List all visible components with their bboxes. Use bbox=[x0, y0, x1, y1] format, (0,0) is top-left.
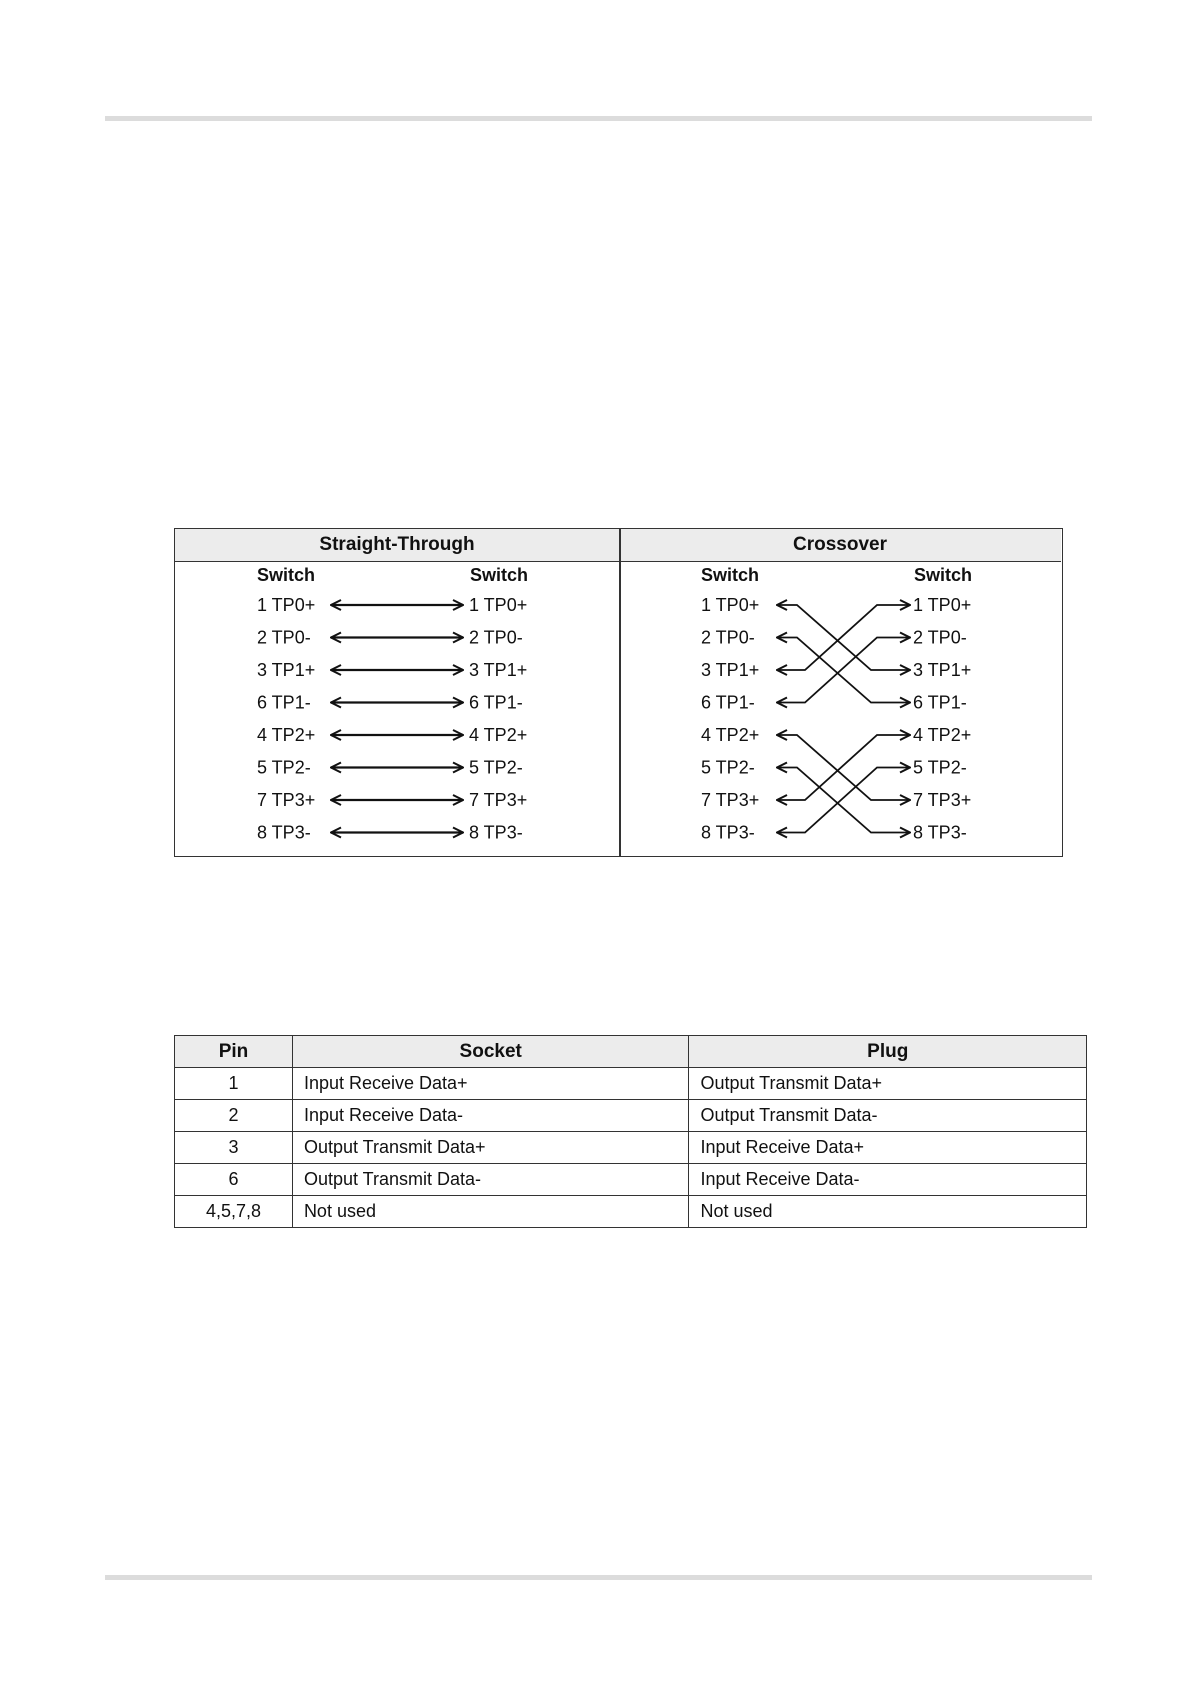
wiring-diagram bbox=[175, 529, 1061, 855]
pin-cell: 3 bbox=[175, 1132, 293, 1164]
straight-left-pin-label: 2 TP0- bbox=[257, 627, 311, 648]
crossover-left-switch-label: Switch bbox=[701, 565, 760, 585]
crossover-left-pin-label: 2 TP0- bbox=[701, 627, 755, 648]
crossover-right-pin-label: 3 TP1+ bbox=[913, 660, 972, 680]
pin-cell: 4,5,7,8 bbox=[175, 1196, 293, 1228]
table-row bbox=[175, 1196, 1087, 1228]
table-row bbox=[175, 1068, 1087, 1100]
crossover-right-pin-label: 8 TP3- bbox=[913, 822, 967, 843]
table-row bbox=[175, 1164, 1087, 1196]
table-row bbox=[175, 1132, 1087, 1164]
plug-cell: Not used bbox=[689, 1196, 1087, 1228]
crossover-right-pin-label: 5 TP2- bbox=[913, 757, 967, 778]
straight-left-pin-label: 5 TP2- bbox=[257, 757, 311, 778]
socket-cell: Input Receive Data+ bbox=[292, 1068, 689, 1100]
crossover-left-pin-label: 7 TP3+ bbox=[701, 790, 760, 810]
straight-right-pin-label: 2 TP0- bbox=[469, 627, 523, 648]
crossover-right-switch-label: Switch bbox=[914, 565, 973, 585]
crossover-left-pin-label: 4 TP2+ bbox=[701, 725, 760, 745]
straight-left-pin-label: 1 TP0+ bbox=[257, 595, 316, 615]
pin-cell: 1 bbox=[175, 1068, 293, 1100]
crossover-left-pin-label: 8 TP3- bbox=[701, 822, 755, 843]
crossover-right-pin-label: 6 TP1- bbox=[913, 692, 967, 713]
straight-through-header: Straight-Through bbox=[175, 529, 619, 562]
socket-cell: Output Transmit Data+ bbox=[292, 1132, 689, 1164]
crossover-left-pin-label: 6 TP1- bbox=[701, 692, 755, 713]
straight-left-pin-label: 3 TP1+ bbox=[257, 660, 316, 680]
footer-rule bbox=[105, 1575, 1092, 1580]
straight-right-pin-label: 6 TP1- bbox=[469, 692, 523, 713]
crossover-left-pin-label: 1 TP0+ bbox=[701, 595, 760, 615]
socket-cell: Input Receive Data- bbox=[292, 1100, 689, 1132]
socket-cell: Not used bbox=[292, 1196, 689, 1228]
crossover-right-pin-label: 4 TP2+ bbox=[913, 725, 972, 745]
straight-right-pin-label: 4 TP2+ bbox=[469, 725, 528, 745]
header-rule bbox=[105, 116, 1092, 121]
straight-right-pin-label: 3 TP1+ bbox=[469, 660, 528, 680]
wiring-diagram-table bbox=[174, 528, 1063, 857]
straight-left-pin-label: 4 TP2+ bbox=[257, 725, 316, 745]
plug-cell: Input Receive Data+ bbox=[689, 1132, 1087, 1164]
pin-cell: 2 bbox=[175, 1100, 293, 1132]
pin-header: Pin bbox=[175, 1036, 293, 1068]
straight-right-pin-label: 8 TP3- bbox=[469, 822, 523, 843]
crossover-left-pin-label: 5 TP2- bbox=[701, 757, 755, 778]
plug-header: Plug bbox=[689, 1036, 1087, 1068]
straight-right-switch-label: Switch bbox=[470, 565, 529, 585]
straight-right-pin-label: 5 TP2- bbox=[469, 757, 523, 778]
plug-cell: Input Receive Data- bbox=[689, 1164, 1087, 1196]
straight-right-pin-label: 1 TP0+ bbox=[469, 595, 528, 615]
crossover-right-pin-label: 7 TP3+ bbox=[913, 790, 972, 810]
table-row bbox=[175, 1100, 1087, 1132]
crossover-left-pin-label: 3 TP1+ bbox=[701, 660, 760, 680]
crossover-right-pin-label: 2 TP0- bbox=[913, 627, 967, 648]
plug-cell: Output Transmit Data+ bbox=[689, 1068, 1087, 1100]
crossover-right-pin-label: 1 TP0+ bbox=[913, 595, 972, 615]
pinout-table bbox=[174, 1035, 1087, 1228]
straight-left-pin-label: 8 TP3- bbox=[257, 822, 311, 843]
crossover-header: Crossover bbox=[619, 529, 1061, 562]
socket-cell: Output Transmit Data- bbox=[292, 1164, 689, 1196]
straight-left-switch-label: Switch bbox=[257, 565, 316, 585]
plug-cell: Output Transmit Data- bbox=[689, 1100, 1087, 1132]
socket-header: Socket bbox=[292, 1036, 689, 1068]
pinout-header-row bbox=[175, 1036, 1087, 1068]
straight-left-pin-label: 6 TP1- bbox=[257, 692, 311, 713]
straight-left-pin-label: 7 TP3+ bbox=[257, 790, 316, 810]
pin-cell: 6 bbox=[175, 1164, 293, 1196]
straight-right-pin-label: 7 TP3+ bbox=[469, 790, 528, 810]
